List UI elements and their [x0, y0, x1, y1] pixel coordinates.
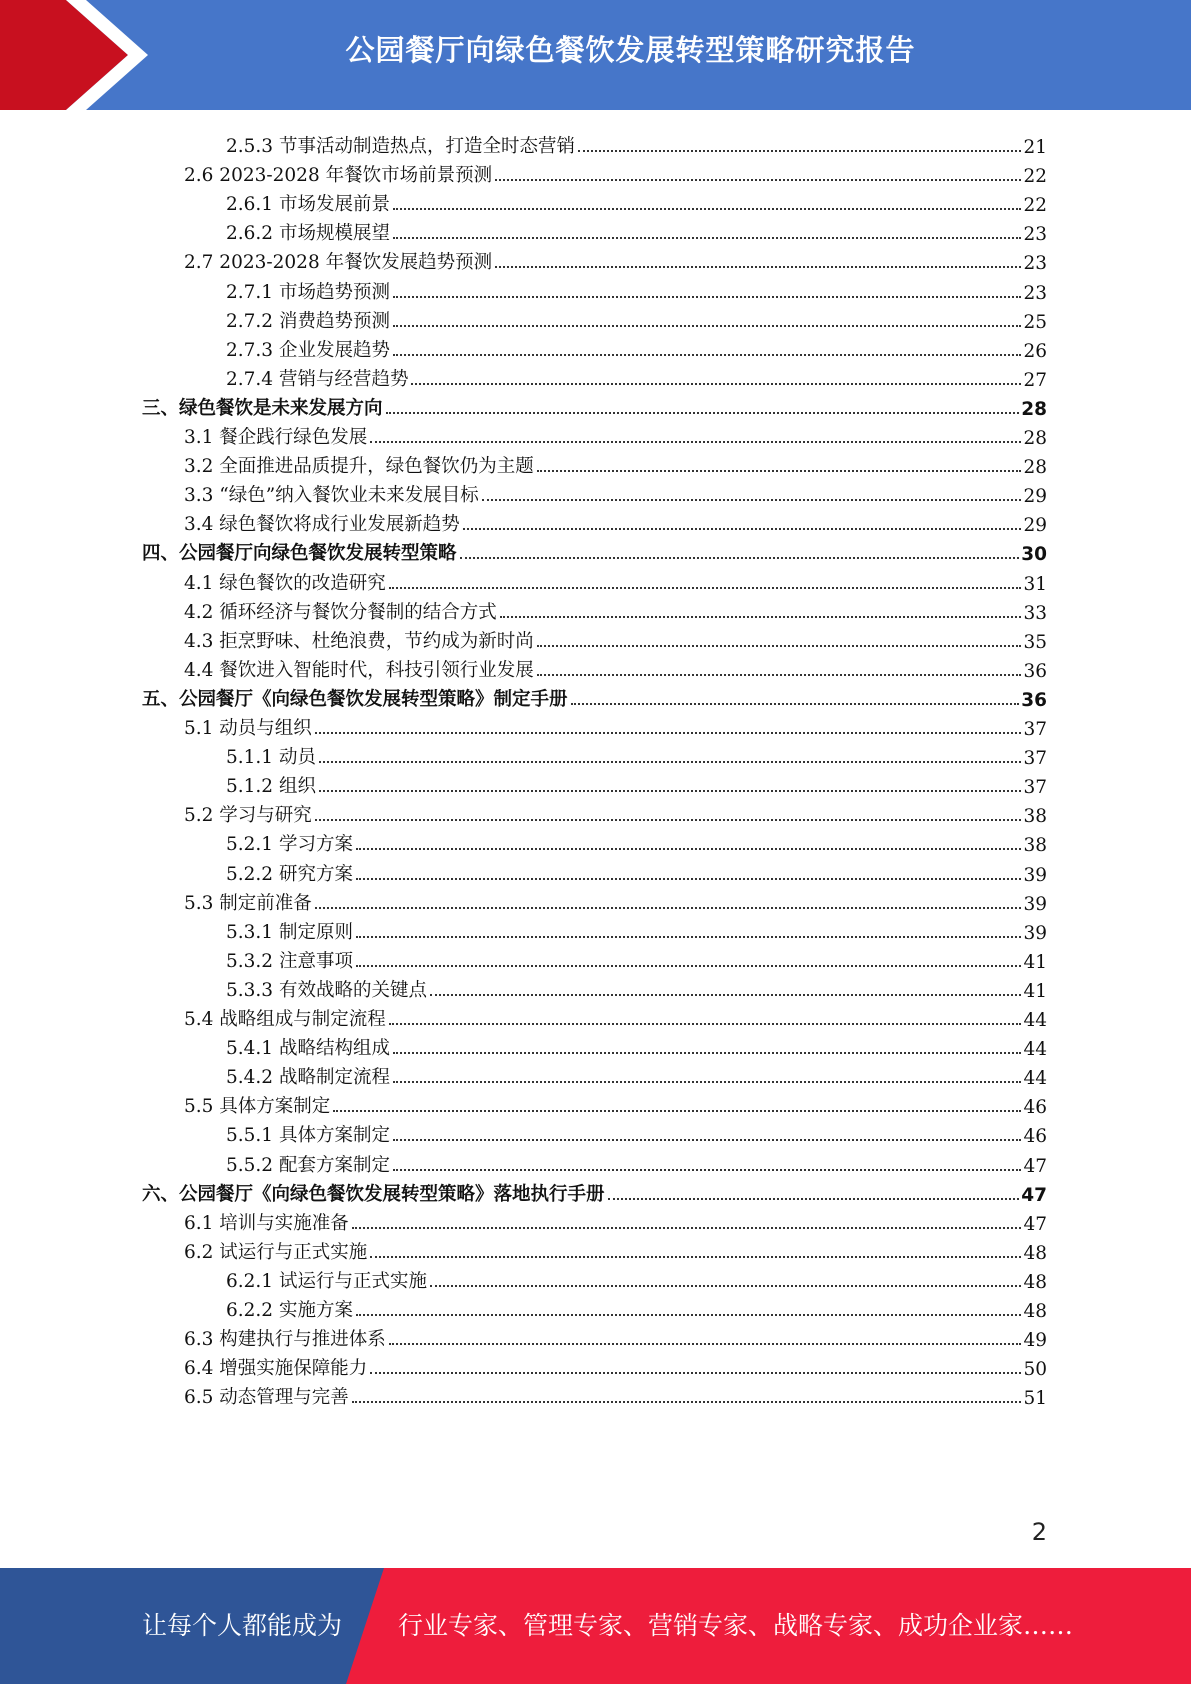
- toc-entry-title: 5.1 动员与组织: [184, 718, 312, 739]
- toc-entry[interactable]: [226, 767, 1047, 798]
- toc-entry-title: 3.3 “绿色”纳入餐饮业未来发展目标: [184, 485, 479, 507]
- toc-dot-leader: [315, 731, 1022, 734]
- toc-chapter[interactable]: [142, 534, 1047, 565]
- toc-dot-leader: [393, 207, 1021, 210]
- toc-entry-page: 48: [1023, 1242, 1047, 1264]
- toc-entry[interactable]: [226, 127, 1047, 158]
- toc-entry[interactable]: [226, 913, 1047, 944]
- toc-entry[interactable]: [226, 1058, 1047, 1089]
- toc-entry[interactable]: [226, 1262, 1047, 1293]
- toc-entry-title: 6.4 增强实施保障能力: [184, 1358, 368, 1380]
- toc-entry-title: 2.6.1 市场发展前景: [226, 194, 390, 216]
- toc-entry[interactable]: [184, 564, 1047, 595]
- toc-dot-leader: [386, 411, 1020, 414]
- toc-entry-title: 5.4.2 战略制定流程: [226, 1067, 390, 1089]
- toc-dot-leader: [430, 1284, 1021, 1287]
- toc-entry-page: 39: [1023, 864, 1047, 886]
- toc-entry-title: 5.3.1 制定原则: [226, 921, 353, 943]
- toc-entry[interactable]: [226, 1146, 1047, 1177]
- toc-entry-page: 30: [1021, 544, 1047, 566]
- toc-entry-page: 22: [1023, 195, 1047, 217]
- toc-entry-page: 47: [1023, 1155, 1047, 1177]
- toc-entry-page: 38: [1023, 835, 1047, 857]
- toc-entry-page: 38: [1023, 806, 1047, 828]
- toc-entry-title: 6.3 构建执行与推进体系: [184, 1329, 386, 1351]
- toc-dot-leader: [578, 149, 1021, 152]
- toc-entry[interactable]: [226, 1116, 1047, 1147]
- toc-entry[interactable]: [184, 505, 1047, 536]
- footer-slogan-left: 让每个人都能成为: [142, 1611, 343, 1640]
- toc-chapter[interactable]: [142, 680, 1047, 711]
- toc-chapter[interactable]: [142, 389, 1047, 420]
- toc-entry-title: 5.2.1 学习方案: [226, 834, 353, 856]
- toc-entry-title: 2.7.2 消费趋势预测: [226, 310, 390, 332]
- toc-dot-leader: [356, 1313, 1022, 1316]
- toc-entry-title: 3.4 绿色餐饮将成行业发展新趋势: [184, 514, 460, 536]
- toc-entry-title: 2.7.1 市场趋势预测: [226, 281, 390, 303]
- toc-entry[interactable]: [226, 738, 1047, 769]
- toc-entry-title: 2.7.3 企业发展趋势: [226, 339, 390, 361]
- toc-dot-leader: [571, 702, 1020, 705]
- toc-entry-page: 33: [1023, 602, 1047, 624]
- toc-dot-leader: [393, 324, 1021, 327]
- toc-entry-title: 6.2.2 实施方案: [226, 1300, 353, 1321]
- toc-entry[interactable]: [184, 447, 1047, 478]
- toc-entry-page: 41: [1023, 980, 1047, 1002]
- toc-chapter[interactable]: [142, 1175, 1047, 1206]
- toc-entry[interactable]: [184, 1378, 1047, 1409]
- toc-dot-leader: [482, 498, 1022, 501]
- toc-entry[interactable]: [184, 1320, 1047, 1351]
- toc-entry[interactable]: [184, 651, 1047, 682]
- toc-dot-leader: [393, 1080, 1021, 1083]
- toc-entry-title: 五、公园餐厅《向绿色餐饮发展转型策略》制定手册: [142, 688, 568, 710]
- toc-entry-title: 5.4.1 战略结构组成: [226, 1038, 390, 1060]
- toc-dot-leader: [356, 877, 1022, 880]
- toc-dot-leader: [356, 964, 1022, 967]
- toc-entry[interactable]: [184, 476, 1047, 507]
- toc-entry-page: 26: [1023, 340, 1047, 362]
- toc-entry-page: 44: [1023, 1010, 1047, 1031]
- toc-dot-leader: [389, 1022, 1022, 1025]
- toc-dot-leader: [319, 789, 1022, 792]
- toc-entry-title: 六、公园餐厅《向绿色餐饮发展转型策略》落地执行手册: [142, 1183, 605, 1205]
- toc-entry-title: 2.7.4 营销与经营趋势: [226, 368, 409, 390]
- toc-entry[interactable]: [226, 185, 1047, 216]
- toc-entry-page: 48: [1023, 1271, 1047, 1293]
- toc-entry[interactable]: [184, 243, 1047, 274]
- toc-entry-page: 28: [1021, 398, 1047, 420]
- toc-entry-title: 6.2.1 试运行与正式实施: [226, 1270, 427, 1292]
- toc-dot-leader: [319, 760, 1022, 763]
- toc-entry[interactable]: [184, 884, 1047, 915]
- toc-entry-title: 4.2 循环经济与餐饮分餐制的结合方式: [184, 601, 497, 623]
- toc-entry[interactable]: [226, 1029, 1047, 1060]
- toc-entry[interactable]: [226, 302, 1047, 333]
- toc-entry[interactable]: [184, 593, 1047, 624]
- toc-entry-page: 23: [1023, 282, 1047, 304]
- toc-entry-page: 31: [1023, 573, 1047, 595]
- toc-entry[interactable]: [184, 156, 1047, 187]
- footer-slogan-right: 行业专家、管理专家、营销专家、战略专家、成功企业家……: [398, 1611, 1074, 1640]
- toc-entry-page: 44: [1023, 1039, 1047, 1061]
- toc-entry-page: 48: [1023, 1301, 1047, 1322]
- toc-entry-title: 2.6 2023-2028 年餐饮市场前景预测: [184, 165, 493, 187]
- toc-entry-page: 28: [1023, 428, 1047, 449]
- toc-dot-leader: [495, 178, 1021, 181]
- toc-entry-page: 28: [1023, 457, 1047, 479]
- toc-entry-title: 2.7 2023-2028 年餐饮发展趋势预测: [184, 252, 493, 274]
- toc-entry-title: 5.5 具体方案制定: [184, 1096, 331, 1118]
- toc-entry[interactable]: [184, 1349, 1047, 1380]
- toc-entry[interactable]: [226, 214, 1047, 245]
- toc-entry[interactable]: [226, 1291, 1047, 1322]
- toc-entry-title: 3.1 餐企践行绿色发展: [184, 427, 368, 448]
- toc-entry-page: 22: [1023, 166, 1047, 188]
- toc-dot-leader: [389, 1342, 1022, 1345]
- toc-entry-page: 44: [1023, 1068, 1047, 1090]
- toc-dot-leader: [370, 440, 1021, 443]
- toc-entry-page: 21: [1023, 137, 1047, 158]
- toc-entry-page: 47: [1023, 1213, 1047, 1235]
- toc-entry[interactable]: [184, 709, 1047, 740]
- toc-dot-leader: [393, 1138, 1021, 1141]
- toc-entry-page: 46: [1023, 1126, 1047, 1148]
- toc-entry-page: 51: [1023, 1388, 1047, 1410]
- toc-entry-title: 2.6.2 市场规模展望: [226, 223, 390, 245]
- toc-entry[interactable]: [226, 971, 1047, 1002]
- toc-entry-title: 三、绿色餐饮是未来发展方向: [142, 397, 383, 419]
- toc-dot-leader: [315, 906, 1022, 909]
- toc-dot-leader: [537, 673, 1022, 676]
- document-title: 公园餐厅向绿色餐饮发展转型策略研究报告: [345, 33, 916, 67]
- toc-dot-leader: [393, 1051, 1021, 1054]
- toc-entry-page: 27: [1023, 369, 1047, 391]
- toc-dot-leader: [389, 586, 1022, 589]
- toc-dot-leader: [393, 1168, 1021, 1171]
- toc-dot-leader: [315, 818, 1022, 821]
- toc-entry[interactable]: [184, 796, 1047, 827]
- toc-dot-leader: [537, 644, 1022, 647]
- toc-entry-page: 39: [1023, 893, 1047, 915]
- toc-entry-title: 5.3.3 有效战略的关键点: [226, 979, 427, 1001]
- toc-entry-page: 29: [1023, 486, 1047, 508]
- toc-entry-page: 35: [1023, 631, 1047, 653]
- toc-entry-title: 5.4 战略组成与制定流程: [184, 1009, 386, 1030]
- toc-entry-title: 6.5 动态管理与完善: [184, 1387, 349, 1409]
- toc-dot-leader: [430, 993, 1021, 996]
- toc-entry-title: 5.3.2 注意事项: [226, 950, 353, 972]
- toc-dot-leader: [352, 1400, 1022, 1403]
- toc-entry-title: 5.3 制定前准备: [184, 892, 312, 914]
- page-header: [0, 0, 1191, 110]
- toc-dot-leader: [495, 265, 1021, 268]
- toc-entry[interactable]: [226, 825, 1047, 856]
- toc-entry-title: 5.1.2 组织: [226, 776, 316, 798]
- toc-dot-leader: [393, 295, 1021, 298]
- toc-entry-title: 4.3 拒烹野味、杜绝浪费，节约成为新时尚: [184, 630, 534, 652]
- toc-entry-page: 23: [1023, 253, 1047, 275]
- toc-entry-page: 37: [1023, 777, 1047, 799]
- toc-entry-title: 6.1 培训与实施准备: [184, 1212, 349, 1234]
- toc-entry-page: 25: [1023, 311, 1047, 333]
- toc-entry-page: 36: [1023, 660, 1047, 682]
- toc-entry-title: 5.5.1 具体方案制定: [226, 1125, 390, 1147]
- toc-entry[interactable]: [184, 1204, 1047, 1235]
- toc-entry-page: 49: [1023, 1330, 1047, 1352]
- toc-entry-title: 2.5.3 节事活动制造热点，打造全时态营销: [226, 136, 575, 157]
- toc-entry-title: 4.4 餐饮进入智能时代，科技引领行业发展: [184, 659, 534, 681]
- toc-entry-page: 37: [1023, 719, 1047, 740]
- toc-dot-leader: [352, 1226, 1022, 1229]
- toc-entry-title: 5.1.1 动员: [226, 747, 316, 769]
- toc-dot-leader: [537, 469, 1022, 472]
- toc-dot-leader: [460, 556, 1020, 559]
- toc-entry[interactable]: [226, 360, 1047, 391]
- toc-entry-title: 5.2 学习与研究: [184, 805, 312, 827]
- toc-entry-page: 46: [1023, 1097, 1047, 1119]
- toc-entry-title: 4.1 绿色餐饮的改造研究: [184, 572, 386, 594]
- toc-entry-page: 23: [1023, 224, 1047, 246]
- toc-dot-leader: [333, 1109, 1021, 1112]
- toc-dot-leader: [608, 1197, 1020, 1200]
- page-footer: [0, 1568, 1191, 1684]
- toc-dot-leader: [370, 1255, 1021, 1258]
- toc-entry[interactable]: [184, 1087, 1047, 1118]
- toc-entry[interactable]: [226, 273, 1047, 304]
- toc-dot-leader: [393, 353, 1021, 356]
- toc-entry-page: 29: [1023, 515, 1047, 537]
- toc-dot-leader: [411, 382, 1021, 385]
- toc-entry[interactable]: [184, 622, 1047, 653]
- toc-entry[interactable]: [226, 942, 1047, 973]
- toc-entry-page: 37: [1023, 748, 1047, 770]
- toc-entry[interactable]: [184, 1000, 1047, 1031]
- toc-entry[interactable]: [226, 331, 1047, 362]
- toc-entry[interactable]: [226, 855, 1047, 886]
- toc-entry-title: 6.2 试运行与正式实施: [184, 1241, 368, 1263]
- toc-entry[interactable]: [184, 1233, 1047, 1264]
- toc-entry-title: 5.2.2 研究方案: [226, 863, 353, 885]
- toc-entry-title: 5.5.2 配套方案制定: [226, 1154, 390, 1176]
- toc-entry-title: 3.2 全面推进品质提升，绿色餐饮仍为主题: [184, 456, 534, 478]
- toc-dot-leader: [463, 527, 1022, 530]
- toc-dot-leader: [370, 1371, 1021, 1374]
- toc-entry-title: 四、公园餐厅向绿色餐饮发展转型策略: [142, 543, 457, 565]
- toc-dot-leader: [393, 236, 1021, 239]
- toc-dot-leader: [356, 847, 1022, 850]
- toc-entry[interactable]: [184, 418, 1047, 449]
- toc-dot-leader: [356, 935, 1022, 938]
- toc-entry-page: 47: [1021, 1184, 1047, 1206]
- page-number: 2: [1031, 1518, 1047, 1546]
- toc-entry-page: 50: [1023, 1359, 1047, 1381]
- toc-entry-page: 41: [1023, 951, 1047, 973]
- toc-entry-page: 36: [1021, 689, 1047, 711]
- toc-entry-page: 39: [1023, 922, 1047, 944]
- toc-dot-leader: [500, 615, 1022, 618]
